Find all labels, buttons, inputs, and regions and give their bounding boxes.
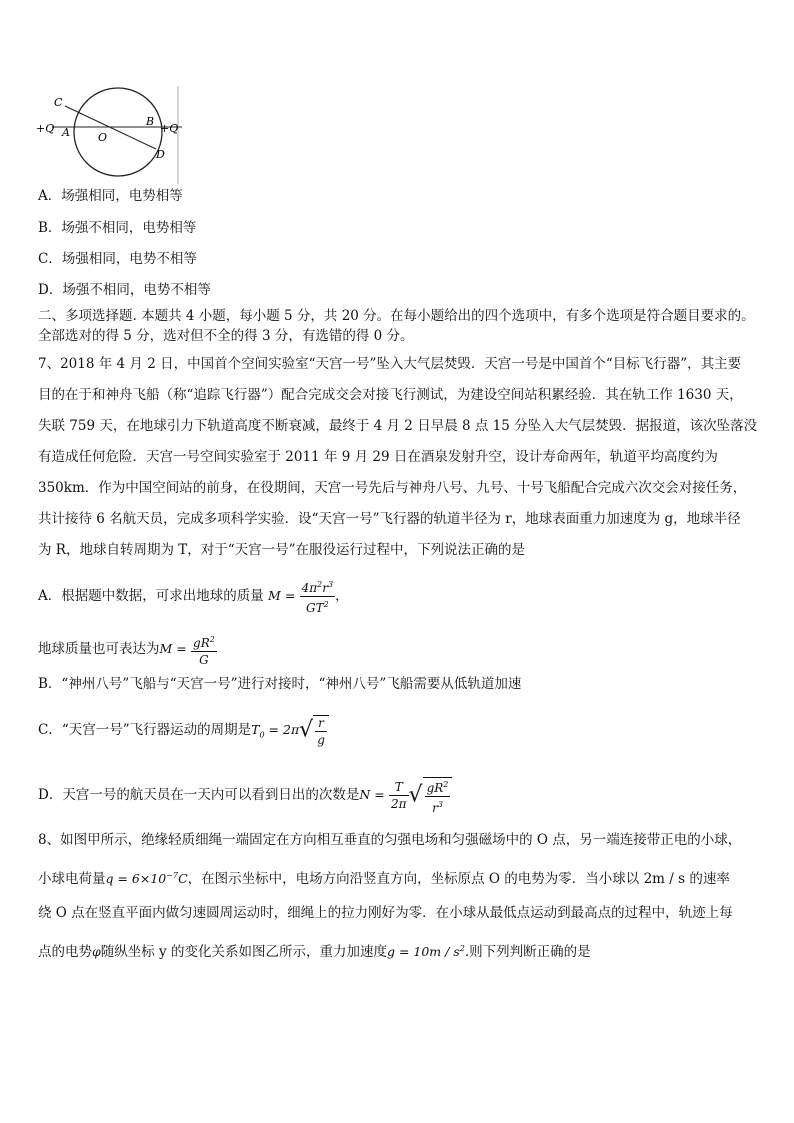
- q7-option-d-text: D．天宫一号的航天员在一天内可以看到日出的次数是: [38, 787, 360, 803]
- q8-line-2: [38, 866, 730, 889]
- sqrt-sign-icon: √: [299, 717, 314, 743]
- q6-option-a: A．场强相同，电势相等: [38, 188, 183, 204]
- circle: [74, 88, 162, 176]
- label-a: A: [62, 126, 70, 139]
- q6-option-c: C．场强相同，电势不相等: [38, 251, 197, 267]
- q7-line-4: 有造成任何危险．天宫一号空间实验室于 2011 年 9 月 29 日在酒泉发射升空，设计寿命两年，轨道平均高度约为: [38, 449, 718, 465]
- q8-line-1: 8、如图甲所示，绝缘轻质细绳一端固定在方向相互垂直的匀强电场和匀强磁场中的 O 点，另一端连接带正电的小球，: [38, 832, 742, 848]
- formula-mass-fraction: $\frac{4\pi^2r^3}{GT^2}$: [301, 580, 334, 615]
- formula-m-eq-2: M =: [159, 641, 187, 656]
- q7-option-a-text: A．根据题中数据，可求出地球的质量: [38, 588, 264, 604]
- section2-line2: 全部选对的得 5 分，选对但不全的得 3 分，有选错的得 0 分。: [38, 328, 414, 344]
- formula-n-fraction: $\frac{T}{2\pi}$: [391, 780, 407, 811]
- label-c: C: [54, 96, 63, 109]
- q6-option-d: D．场强不相同，电势不相等: [38, 282, 211, 298]
- formula-m-eq: M =: [268, 588, 296, 603]
- q7-option-c: [38, 712, 329, 754]
- formula-n-sqrt-fraction: $\frac{gR^2}{r^3}$: [423, 777, 453, 815]
- label-d: D: [156, 148, 165, 161]
- q7-option-c-text: C．“天宫一号”飞行器运动的周期是: [38, 722, 252, 738]
- q7-line-2: 目的在于和神舟飞船（称“追踪飞行器”）配合完成交会对接飞行测试，为建设空间站积累经验．其在轨工作 1630 天，: [38, 387, 743, 403]
- q7-option-b: B．“神州八号”飞船与“天宫一号”进行对接时，“神州八号”飞船需要从低轨道加速: [38, 676, 522, 692]
- q7-line-7: 为 R，地球自转周期为 T，对于“天宫一号”在服役运行过程中，下列说法正确的是: [38, 542, 526, 558]
- formula-phi: φ: [92, 944, 101, 960]
- q8-line-4-a: 点的电势: [38, 944, 92, 961]
- q8-line-3: 绕 O 点在竖直平面内做匀速圆周运动时，细绳上的拉力刚好为零．在小球从最低点运动到最高点的过程中，轨迹上每: [38, 905, 733, 921]
- q8-line-2-a: 小球电荷量: [38, 871, 106, 888]
- q6-option-b: B．场强不相同，电势相等: [38, 220, 197, 236]
- q7-option-a-tail: ，: [335, 588, 349, 604]
- q7-line-5: 350km．作为中国空间站的前身，在役期间，天宫一号先后与神舟八号、九号、十号飞船配合完成六次交会对接任务，: [38, 480, 747, 496]
- formula-charge: $q = 6\times 10^{-7}C$: [105, 871, 188, 887]
- circle-charge-figure: [34, 86, 184, 186]
- formula-g: $g = 10m / s^2$: [386, 944, 465, 960]
- q7-option-a: [38, 578, 349, 615]
- q7-line-1: 7、2018 年 4 月 2 日，中国首个空间实验室“天宫一号”坠入大气层焚毁．天宫一号是中国首个“目标飞行器”，其主要: [38, 356, 742, 372]
- q7-option-a2-text: 地球质量也可表达为: [38, 641, 160, 657]
- label-left-q: +Q: [36, 122, 55, 135]
- q8-line-4-c: .则下列判断正确的是: [464, 944, 591, 961]
- q7-line-6: 共计接待 6 名航天员，完成多项科学实验．设“天宫一号”飞行器的轨道半径为 r，地球表面重力加速度为 g，地球半径: [38, 511, 741, 527]
- formula-n-eq: N =: [359, 787, 385, 802]
- formula-period-fraction: $\frac{r}{g}$: [313, 715, 329, 747]
- formula-mass-fraction-2: $\frac{gR^2}{G}$: [193, 634, 215, 667]
- q8-line-4: [38, 939, 591, 962]
- formula-period: $T_0 = 2\pi$: [251, 722, 300, 740]
- q8-line-2-b: ，在图示坐标中，电场方向沿竖直方向，坐标原点 O 的电势为零．当小球以 2m / s 的速率: [187, 871, 730, 888]
- label-o: O: [98, 131, 108, 144]
- sqrt-sign-icon-2: √: [408, 782, 423, 808]
- label-b: B: [146, 115, 155, 128]
- q7-line-3: 失联 759 天，在地球引力下轨道高度不断衰减，最终于 4 月 2 日早晨 8 点 15 分坠入大气层焚毁．据报道，该次坠落没: [38, 418, 758, 434]
- q7-option-a2: [38, 632, 217, 667]
- label-right-q: +Q: [160, 122, 179, 135]
- q7-option-d: [38, 776, 452, 815]
- section2-line1: 二、多项选择题. 本题共 4 小题，每小题 5 分，共 20 分。在每小题给出的四个选项中，有多个选项是符合题目要求的。: [38, 308, 755, 324]
- q8-line-4-b: 随纵坐标 y 的变化关系如图乙所示，重力加速度: [100, 944, 387, 961]
